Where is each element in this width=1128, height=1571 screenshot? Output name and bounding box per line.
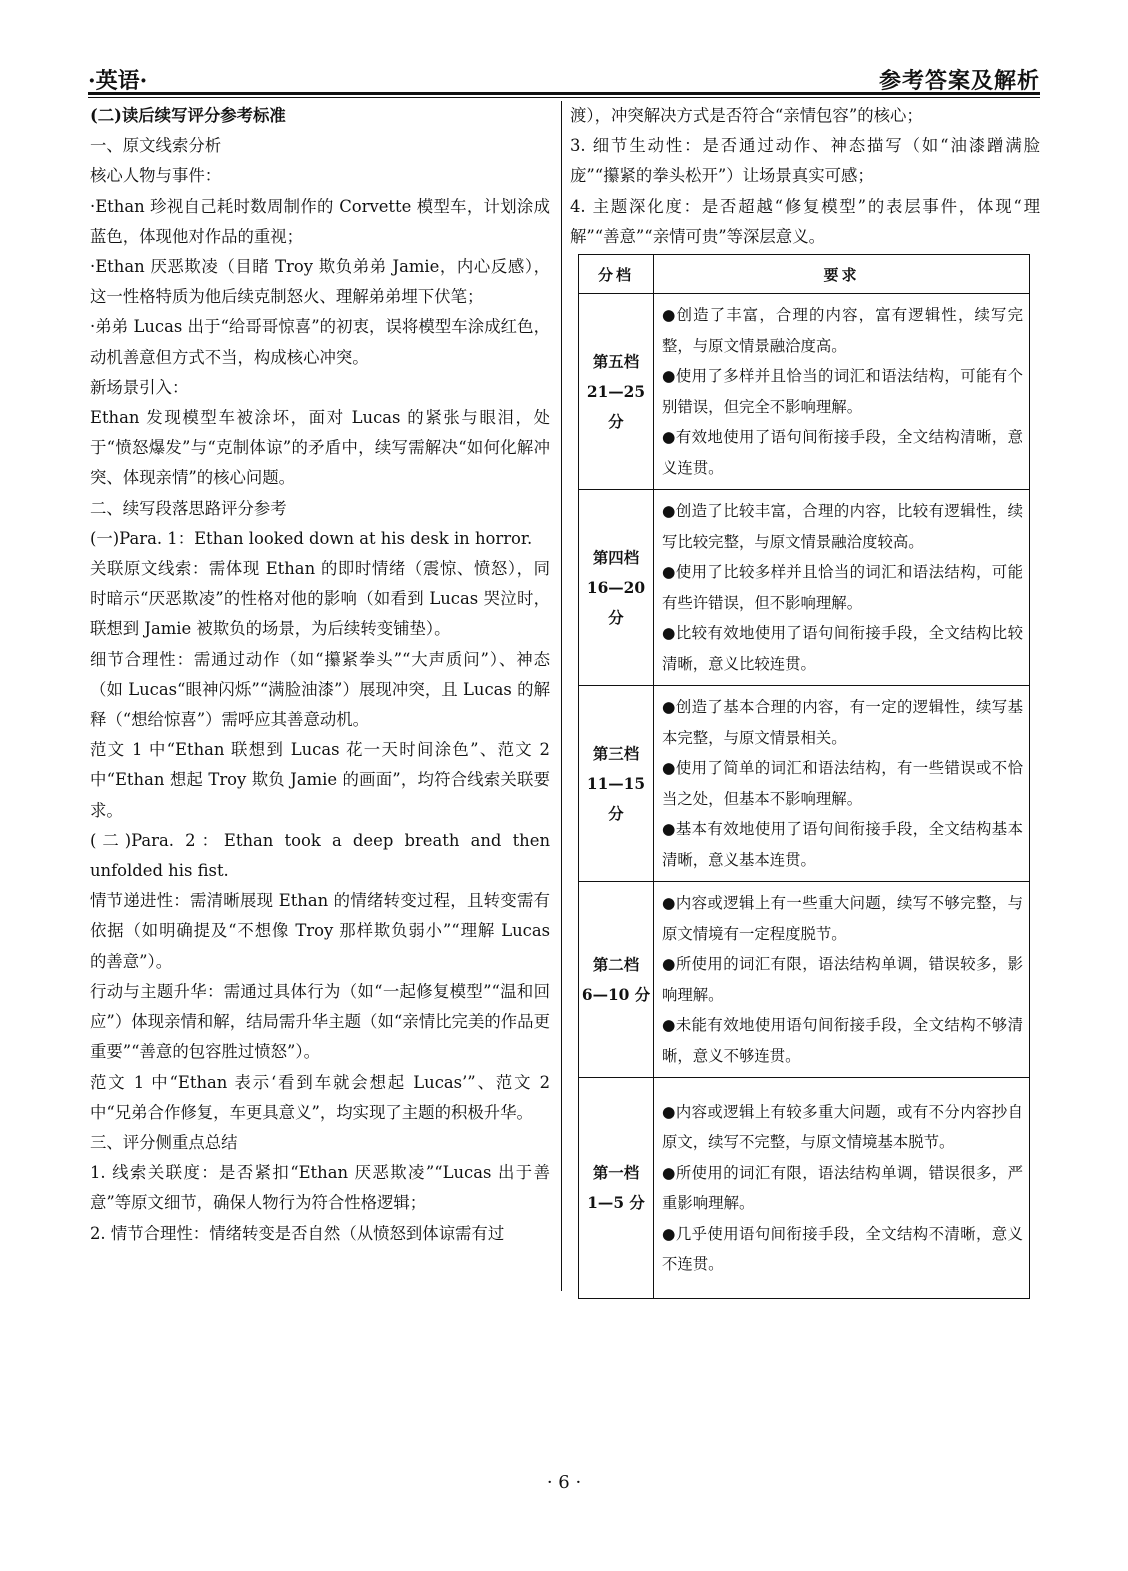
table-row [579, 686, 1030, 882]
subheading: 一、原文线索分析 [90, 136, 222, 156]
paragraph: 4. 主题深化度：是否超越“修复模型”的表层事件，体现“理解”“善意”“亲情可贵”等深层意义。 [570, 196, 1040, 246]
paragraph: 渡），冲突解决方式是否符合“亲情包容”的核心； [570, 106, 923, 125]
grade-level: 第四档 16—20 分 [579, 490, 654, 686]
grade-level: 第三档 11—15 分 [579, 686, 654, 882]
paragraph: 新场景引入： [90, 377, 189, 397]
subject-label: ·英语· [88, 68, 148, 94]
grade-level: 第一档 1—5 分 [579, 1078, 654, 1299]
paragraph: 2. 情节合理性：情绪转变是否自然（从愤怒到体谅需有过 [90, 1223, 505, 1243]
bullet-item: ·弟弟 Lucas 出于“给哥哥惊喜”的初衷，误将模型车涂成红色，动机善意但方式不当，构成核心冲突。 [90, 317, 550, 367]
paragraph: 范文 1 中“Ethan 表示‘看到车就会想起 Lucas’”、范文 2 中“兄弟合作修复，车更具意义”，均实现了主题的积极升华。 [90, 1072, 550, 1122]
paragraph: 1. 线索关联度：是否紧扣“Ethan 厌恶欺凌”“Lucas 出于善意”等原文细节，确保人物行为符合性格逻辑； [90, 1163, 550, 1213]
grade-level: 第二档 6—10 分 [579, 882, 654, 1078]
paragraph: Ethan 发现模型车被涂坏，面对 Lucas 的紧张与眼泪，处于“愤怒爆发”与“克制体谅”的矛盾中，续写需解决“如何化解冲突、体现亲情”的核心问题。 [90, 408, 550, 488]
page-header [88, 62, 1040, 94]
right-column [570, 101, 1040, 252]
paragraph: 关联原文线索：需体现 Ethan 的即时情绪（震惊、愤怒），同时暗示“厌恶欺凌”的性格对他的影响（如看到 Lucas 哭泣时，联想到 Jamie 被欺负的场景，为后续转变铺垫）。 [90, 559, 550, 639]
paragraph: 情节递进性：需清晰展现 Ethan 的情绪转变过程，且转变需有依据（如明确提及“不想像 Troy 那样欺负弱小”“理解 Lucas 的善意”）。 [90, 891, 550, 971]
table-row [579, 1078, 1030, 1299]
table-header-row [579, 255, 1030, 294]
header-level: 分档 [579, 255, 654, 294]
paragraph: (二)Para. 2：Ethan took a deep breath and then unfolded his fist. [90, 830, 550, 881]
paragraph: (一)Para. 1：Ethan looked down at his desk in horror. [90, 528, 533, 548]
grading-table [578, 254, 1030, 1299]
paragraph: 细节合理性：需通过动作（如“攥紧拳头”“大声质问”）、神态（如 Lucas“眼神闪烁”“满脸油漆”）展现冲突，且 Lucas 的解释（“想给惊喜”）需呼应其善意动机。 [90, 649, 550, 730]
left-column [90, 101, 550, 1249]
table-row [579, 882, 1030, 1078]
section-title: 参考答案及解析 [878, 68, 1040, 94]
subheading: 三、评分侧重点总结 [90, 1132, 238, 1152]
header-rule-thick [88, 92, 1040, 95]
grade-requirements: ●内容或逻辑上有一些重大问题，续写不够完整，与原文情境有一定程度脱节。 ●所使用的词汇有限，语法结构单调，错误较多，影响理解。 ●未能有效地使用语句间衔接手段，全文结构不够清晰，意义不够连贯。 [654, 882, 1030, 1078]
grade-level: 第五档 21—25 分 [579, 294, 654, 490]
page-number: · 6 · [546, 1472, 582, 1493]
grade-requirements: ●创造了基本合理的内容，有一定的逻辑性，续写基本完整，与原文情景相关。 ●使用了简单的词汇和语法结构，有一些错误或不恰当之处，但基本不影响理解。 ●基本有效地使用了语句间衔接手段，全文结构基本清晰，意义基本连贯。 [654, 686, 1030, 882]
table-row [579, 294, 1030, 490]
paragraph: 范文 1 中“Ethan 联想到 Lucas 花一天时间涂色”、范文 2 中“Ethan 想起 Troy 欺负 Jamie 的画面”，均符合线索关联要求。 [90, 740, 550, 820]
section-heading: (二)读后续写评分参考标准 [90, 106, 286, 125]
header-rule-thin [88, 97, 1040, 98]
bullet-item: ·Ethan 珍视自己耗时数周制作的 Corvette 模型车，计划涂成蓝色，体现他对作品的重视； [90, 196, 550, 246]
paragraph: 3. 细节生动性：是否通过动作、神态描写（如“油漆蹭满脸庞”“攥紧的拳头松开”）让场景真实可感； [570, 136, 1040, 186]
paragraph: 核心人物与事件： [90, 166, 222, 186]
column-divider [561, 101, 562, 1291]
bullet-item: ·Ethan 厌恶欺凌（目睹 Troy 欺负弟弟 Jamie，内心反感），这一性格特质为他后续克制怒火、理解弟弟埋下伏笔； [90, 257, 550, 307]
grade-requirements: ●创造了丰富，合理的内容，富有逻辑性，续写完整，与原文情景融洽度高。 ●使用了多样并且恰当的词汇和语法结构，可能有个别错误，但完全不影响理解。 ●有效地使用了语句间衔接手段，全文结构清晰，意义连贯。 [654, 294, 1030, 490]
header-requirements: 要求 [654, 255, 1030, 294]
table-row [579, 490, 1030, 686]
paragraph: 行动与主题升华：需通过具体行为（如“一起修复模型”“温和回应”）体现亲情和解，结局需升华主题（如“亲情比完美的作品更重要”“善意的包容胜过愤怒”）。 [90, 981, 550, 1062]
subheading: 二、续写段落思路评分参考 [90, 498, 287, 518]
grade-requirements: ●内容或逻辑上有较多重大问题，或有不分内容抄自原文，续写不完整，与原文情境基本脱节。 ●所使用的词汇有限，语法结构单调，错误很多，严重影响理解。 ●几乎使用语句间衔接手段，全文结构不清晰，意义不连贯。 [654, 1078, 1030, 1299]
grade-requirements: ●创造了比较丰富，合理的内容，比较有逻辑性，续写比较完整，与原文情景融洽度较高。 ●使用了比较多样并且恰当的词汇和语法结构，可能有些许错误，但不影响理解。 ●比较有效地使用了语句间衔接手段，全文结构比较清晰，意义比较连贯。 [654, 490, 1030, 686]
